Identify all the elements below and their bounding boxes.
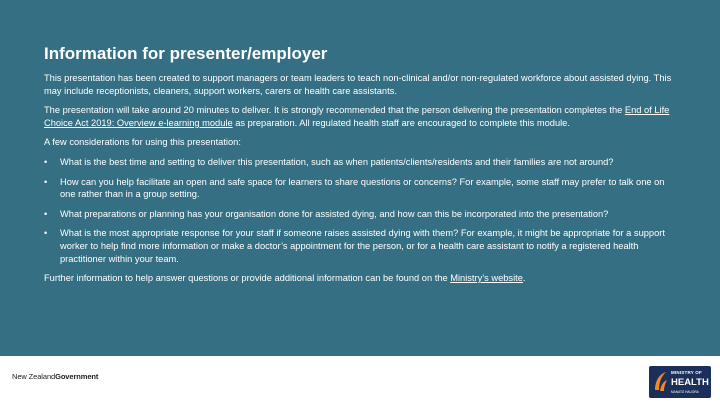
nz-logo-part1: New Zealand <box>12 372 56 381</box>
moh-line3: MANATŪ HAUORA <box>671 390 699 394</box>
list-item-text: How can you help facilitate an open and safe space for learners to share questions or concerns? For example, some staff may prefer to talk one on one rather than in a group setting. <box>60 176 665 200</box>
bullet-icon: • <box>44 156 48 167</box>
moh-line1: MINISTRY OF <box>671 370 702 375</box>
list-item <box>44 156 680 169</box>
list-item <box>44 227 680 265</box>
further-info-paragraph <box>44 272 680 285</box>
list-item-text: What is the best time and setting to deliver this presentation, such as when patients/clients/residents and their families are not around? <box>60 156 614 167</box>
bullet-icon: • <box>44 228 48 239</box>
ministry-of-health-logo <box>649 366 711 398</box>
duration-text-before: The presentation will take around 20 minutes to deliver. It is strongly recommended that the person delivering the presentation completes the <box>44 105 625 116</box>
intro-paragraph: This presentation has been created to support managers or team leaders to teach non-clinical and/or non-regulated workforce about assisted dying. This may include receptionists, cleaners, support workers, carers or health care assistants. <box>44 73 672 96</box>
e-learning-module-link[interactable]: End of Life Choice Act 2019: Overview e-learning module <box>44 105 670 128</box>
list-item <box>44 208 680 221</box>
ministry-website-link[interactable]: Ministry’s website <box>450 273 523 284</box>
footer-bar <box>0 356 720 405</box>
nz-government-logo <box>12 372 98 381</box>
duration-text-after: as preparation. All regulated health staff are encouraged to complete this module. <box>232 117 570 128</box>
moh-swirl-icon <box>652 370 668 394</box>
bullet-icon: • <box>44 176 48 187</box>
list-item <box>44 176 680 201</box>
nz-logo-part2: Government <box>55 372 99 381</box>
considerations-intro: A few considerations for using this presentation: <box>44 137 241 148</box>
moh-line2: HEALTH <box>671 377 709 388</box>
list-item-text: What preparations or planning has your organisation done for assisted dying, and how can this be incorporated into the presentation? <box>60 208 609 219</box>
slide-title: Information for presenter/employer <box>44 44 328 63</box>
duration-paragraph <box>44 104 680 129</box>
further-text-after: . <box>522 273 526 284</box>
considerations-list <box>44 156 680 265</box>
further-text-before: Further information to help answer questions or provide additional information can be found on the <box>44 273 451 284</box>
bullet-icon: • <box>44 208 48 219</box>
list-item-text: What is the most appropriate response for your staff if someone raises assisted dying with them? For example, it might be appropriate for a support worker to help find more information or make a doctor’s appointment for the person, or for a health care assistant to notify a registered health practitioner within your team. <box>60 228 665 264</box>
